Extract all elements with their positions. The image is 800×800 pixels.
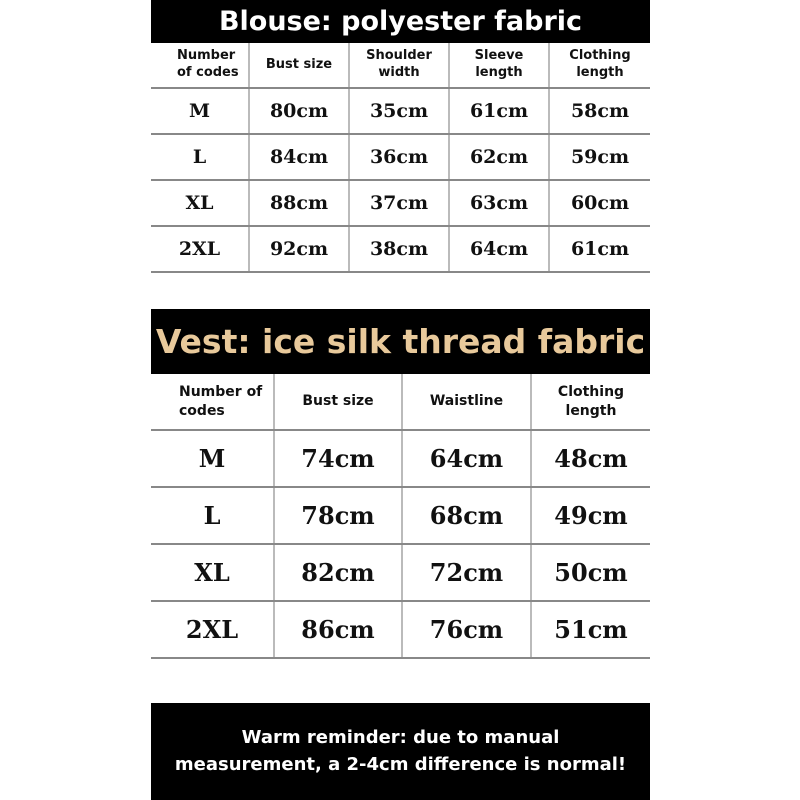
- measurement-cell: 80cm: [249, 88, 349, 134]
- size-code-cell: 2XL: [151, 226, 249, 272]
- measurement-cell: 60cm: [549, 180, 650, 226]
- measurement-cell: 58cm: [549, 88, 650, 134]
- vest-title: Vest: ice silk thread fabric: [151, 309, 650, 374]
- size-code-cell: 2XL: [151, 601, 274, 658]
- measurement-cell: 61cm: [549, 226, 650, 272]
- measurement-cell: 64cm: [449, 226, 549, 272]
- blouse-column-header: Shoulder width: [349, 43, 449, 88]
- blouse-size-panel: [151, 0, 650, 273]
- measurement-cell: 62cm: [449, 134, 549, 180]
- measurement-cell: 74cm: [274, 430, 402, 487]
- blouse-column-header: Clothing length: [549, 43, 650, 88]
- measurement-cell: 37cm: [349, 180, 449, 226]
- measurement-cell: 78cm: [274, 487, 402, 544]
- vest-column-header: Bust size: [274, 374, 402, 430]
- table-row: [151, 544, 650, 601]
- measurement-cell: 59cm: [549, 134, 650, 180]
- measurement-cell: 50cm: [531, 544, 650, 601]
- blouse-header-row: [151, 43, 650, 88]
- measurement-cell: 88cm: [249, 180, 349, 226]
- size-code-cell: XL: [151, 544, 274, 601]
- measurement-cell: 48cm: [531, 430, 650, 487]
- measurement-cell: 49cm: [531, 487, 650, 544]
- vest-column-header: Clothing length: [531, 374, 650, 430]
- table-row: [151, 601, 650, 658]
- table-row: [151, 430, 650, 487]
- measurement-cell: 36cm: [349, 134, 449, 180]
- measurement-cell: 51cm: [531, 601, 650, 658]
- table-row: [151, 180, 650, 226]
- measurement-cell: 64cm: [402, 430, 531, 487]
- measurement-cell: 72cm: [402, 544, 531, 601]
- size-code-cell: XL: [151, 180, 249, 226]
- vest-size-panel: [151, 309, 650, 659]
- size-code-cell: M: [151, 88, 249, 134]
- measurement-cell: 61cm: [449, 88, 549, 134]
- size-code-cell: M: [151, 430, 274, 487]
- blouse-title: Blouse: polyester fabric: [151, 0, 650, 43]
- measurement-cell: 76cm: [402, 601, 531, 658]
- blouse-size-table: [151, 43, 650, 273]
- table-row: [151, 88, 650, 134]
- measurement-cell: 35cm: [349, 88, 449, 134]
- measurement-cell: 84cm: [249, 134, 349, 180]
- size-code-cell: L: [151, 134, 249, 180]
- blouse-column-header: Sleeve length: [449, 43, 549, 88]
- measurement-cell: 63cm: [449, 180, 549, 226]
- vest-header-row: [151, 374, 650, 430]
- measurement-cell: 82cm: [274, 544, 402, 601]
- table-row: [151, 134, 650, 180]
- vest-column-header: Waistline: [402, 374, 531, 430]
- vest-size-table: [151, 374, 650, 659]
- measurement-cell: 92cm: [249, 226, 349, 272]
- measurement-cell: 68cm: [402, 487, 531, 544]
- size-code-cell: L: [151, 487, 274, 544]
- reminder-line-2: measurement, a 2-4cm difference is normal!: [174, 753, 627, 775]
- vest-column-header: Number of codes: [151, 374, 274, 430]
- table-row: [151, 487, 650, 544]
- blouse-column-header: Number of codes: [151, 43, 249, 88]
- blouse-column-header: Bust size: [249, 43, 349, 88]
- warm-reminder-banner: [151, 703, 650, 800]
- table-row: [151, 226, 650, 272]
- reminder-line-1: Warm reminder: due to manual: [241, 727, 560, 749]
- measurement-cell: 86cm: [274, 601, 402, 658]
- measurement-cell: 38cm: [349, 226, 449, 272]
